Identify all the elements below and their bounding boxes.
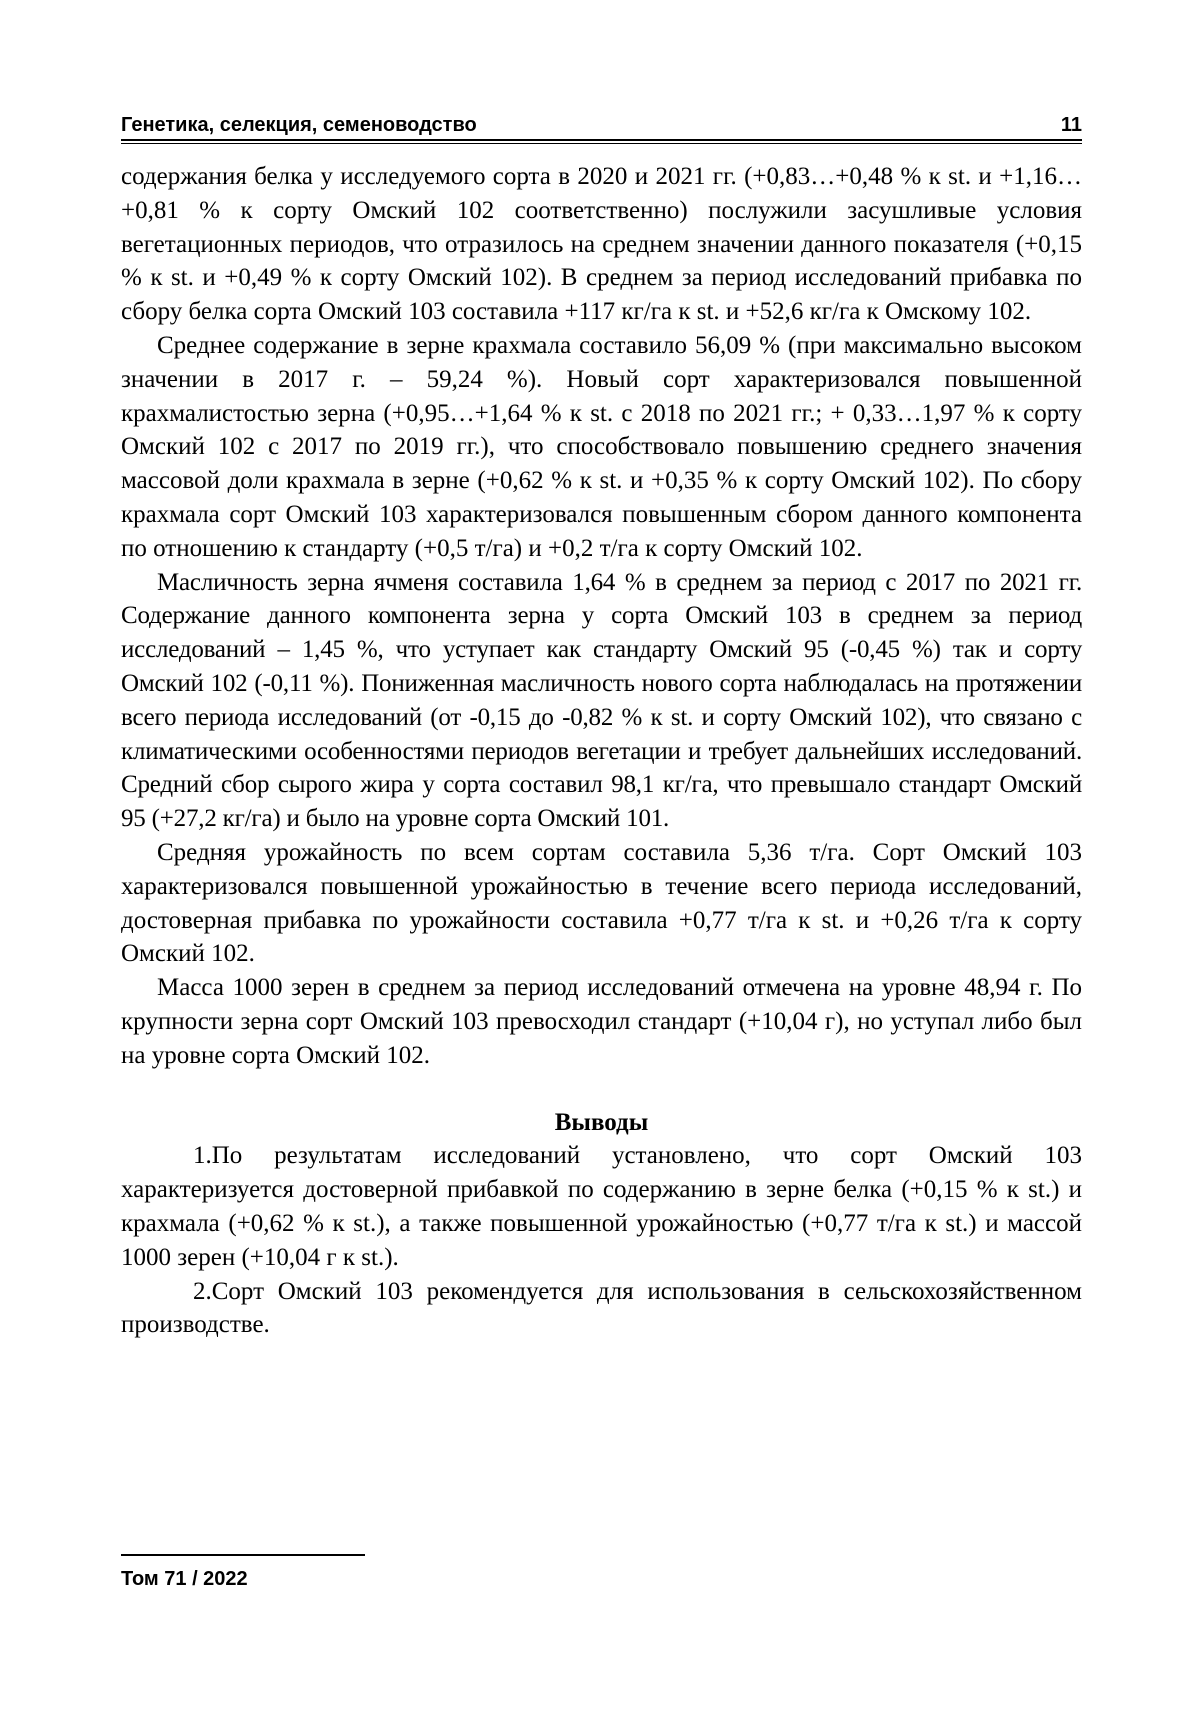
- paragraph-grain-weight: Масса 1000 зерен в среднем за период исследований отмечена на уровне 48,94 г. По крупности зерна сорт Омский 103 превосходил стандарт (+10,04 г), но уступал либо был на уровне сорта Омский 102.: [121, 974, 1082, 1069]
- conclusion-text: Сорт Омский 103 рекомендуется для использования в сельскохозяйственном производстве.: [121, 1277, 1082, 1339]
- paragraph-yield: Средняя урожайность по всем сортам составила 5,36 т/га. Сорт Омский 103 характеризовался повышенной урожайностью в течение всего периода исследований, достоверная прибавка по урожайности составила +0,77 т/га к st. и +0,26 т/га к сорту Омский 102.: [121, 838, 1082, 968]
- paragraph-oil-content: Масличность зерна ячменя составила 1,64 % в среднем за период с 2017 по 2021 гг. Содержание данного компонента зерна у сорта Омский 103 в среднем за период исследований – 1,45 %, что уступает как стандарту Омский 95 (-0,45 %) так и сорту Омский 102 (-0,11 %). Пониженная масличность нового сорта наблюдалась на протяжении всего периода исследований (от -0,15 до -0,82 % к st. и сорту Омский 102), что связано с климатическими особенностями периодов вегетации и требует дальнейших исследований. Средний сбор сырого жира у сорта составил 98,1 кг/га, что превышало стандарт Омский 95 (+27,2 кг/га) и было на уровне сорта Омский 101.: [121, 568, 1082, 833]
- header-rule-thin: [121, 143, 1082, 144]
- article-body: [121, 160, 1082, 1342]
- conclusion-item: [121, 1139, 1082, 1274]
- conclusion-text: По результатам исследований установлено, что сорт Омский 103 характеризуется достоверной прибавкой по содержанию в зерне белка (+0,15 % к st.) и крахмала (+0,62 % к st.), а также повышенной урожайностью (+0,77 т/га к st.) и массой 1000 зерен (+10,04 г к st.).: [121, 1142, 1082, 1271]
- page-number: 11: [1060, 114, 1082, 136]
- conclusions-heading: Выводы: [554, 1108, 649, 1136]
- conclusion-number: 1.: [193, 1142, 212, 1170]
- header-rule-thick: [121, 139, 1082, 141]
- conclusion-number: 2.: [193, 1277, 212, 1305]
- footer-volume: Том 71 / 2022: [121, 1568, 248, 1590]
- paragraph-protein: содержания белка у исследуемого сорта в 2020 и 2021 гг. (+0,83…+0,48 % к st. и +1,16…+0,81 % к сорту Омский 102 соответственно) послужили засушливые условия вегетационных периодов, что отразилось на среднем значении данного показателя (+0,15 % к st. и +0,49 % к сорту Омский 102). В среднем за период исследований прибавка по сбору белка сорта Омский 103 составила +117 кг/га к st. и +52,6 кг/га к Омскому 102.: [121, 163, 1082, 326]
- footer-rule: [121, 1554, 365, 1556]
- conclusion-item: [121, 1275, 1082, 1343]
- header-section-title: Генетика, селекция, семеноводство: [121, 114, 477, 136]
- paragraph-starch: Среднее содержание в зерне крахмала составило 56,09 % (при максимально высоком значении в 2017 г. – 59,24 %). Новый сорт характеризовался повышенной крахмалистостью зерна (+0,95…+1,64 % к st. с 2018 по 2021 гг.; + 0,33…1,97 % к сорту Омский 102 с 2017 по 2019 гг.), что способствовало повышению среднего значения массовой доли крахмала в зерне (+0,62 % к st. и +0,35 % к сорту Омский 102). По сбору крахмала сорт Омский 103 характеризовался повышенным сбором данного компонента по отношению к стандарту (+0,5 т/га) и +0,2 т/га к сорту Омский 102.: [121, 331, 1082, 562]
